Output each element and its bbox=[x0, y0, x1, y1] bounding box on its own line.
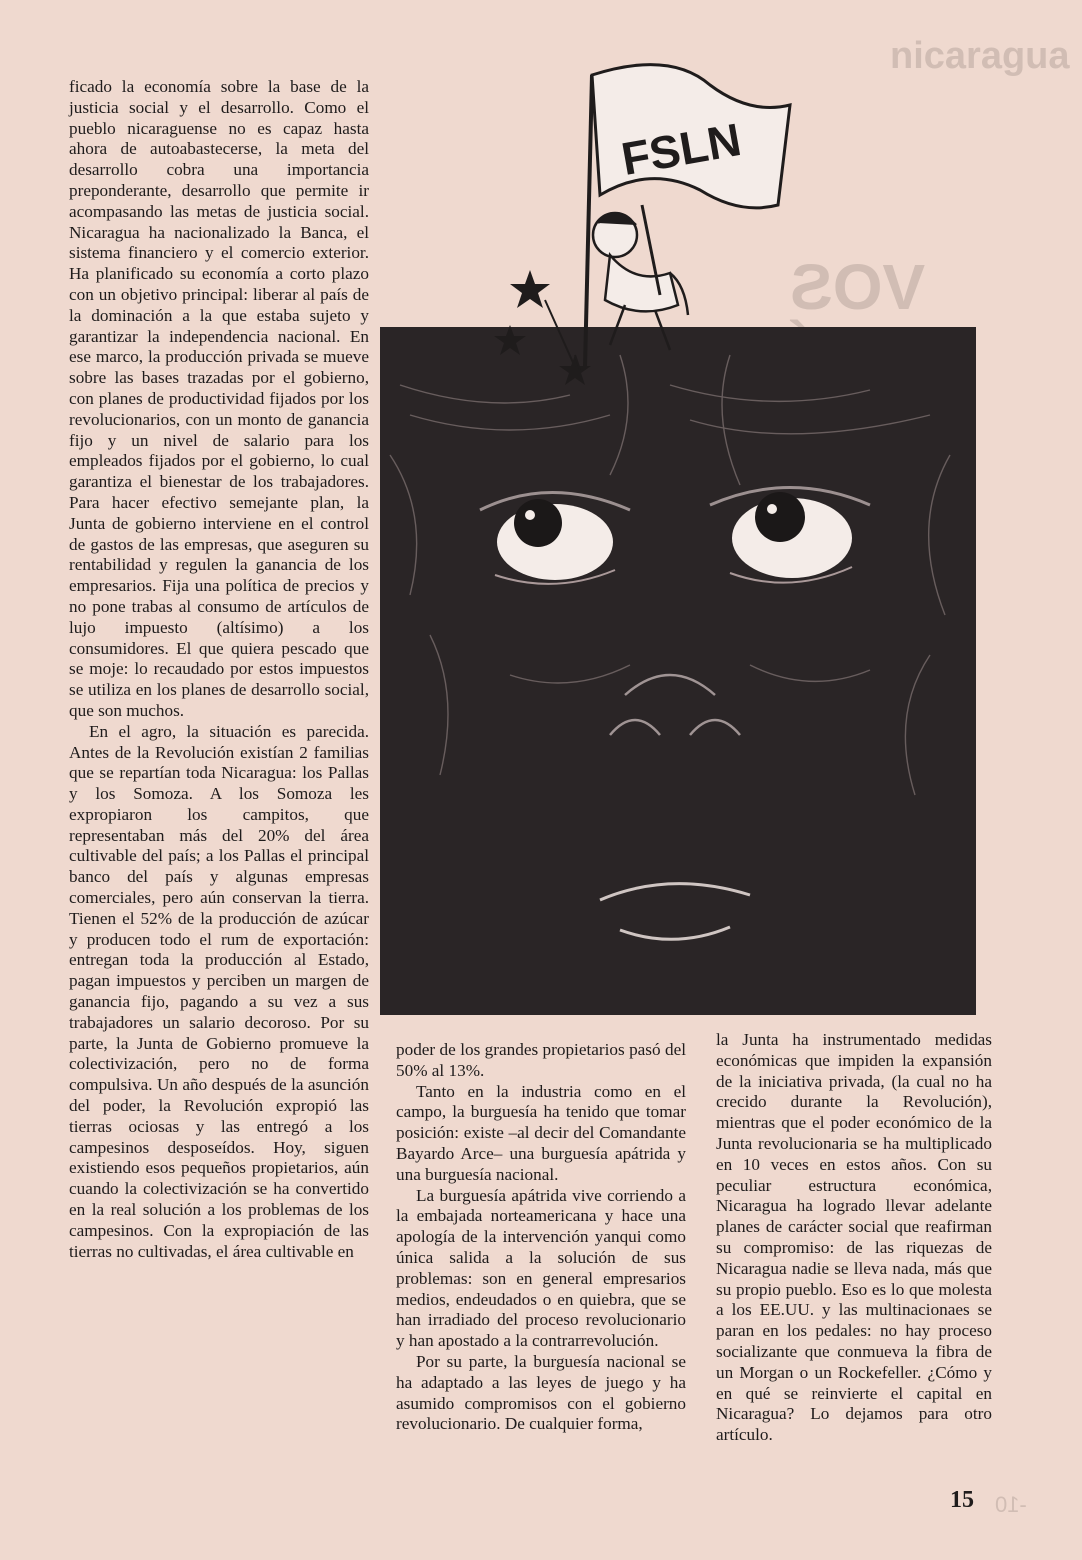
paragraph: ficado la economía sobre la base de la justicia social y el desarrollo. Como el pueblo nicaraguense no es capaz hasta ahora de autoabastecerse, la meta del desarrollo cobra una importancia preponderante, desarrollo que permite ir acompasando las metas de justicia social. Nicaragua ha nacionalizado la Banca, el sistema financiero y el comercio exterior. Ha planificado su economía a corto plazo con un objetivo principal: liberar al país de la dominación a la que estaba sujeto y garantizar la independencia nacional. En ese marco, la producción privada se mueve sobre las bases trazadas por el gobierno, con planes de productividad fijados por los revolucionarios, con un monto de ganancia fijo y un nivel de salario para los empleados fijados por el gobierno, lo cual garantiza el bienestar de los trabajadores. Para hacer efectivo semejante plan, la Junta de gobierno interviene en el control de gastos de las empresas, que aseguren su rentabilidad y regulen la ganancia de los empresarios. Fija una política de precios y no pone trabas al consumo de artículos de lujo impuesto (altísimo) a los consumidores. El que quiera pescado que se moje: lo recaudado por estos impuestos se utiliza en los planes de desarrollo social, que son muchos. bbox=[69, 77, 369, 720]
bleed-through-slogan-vos: VOS bbox=[790, 251, 926, 323]
bleed-through-margin-number: -10 bbox=[995, 1492, 1027, 1517]
column-1 bbox=[69, 77, 369, 1262]
illustration bbox=[370, 55, 990, 1020]
paragraph: la Junta ha instrumentado medidas económicas que impiden la expansión de la iniciativa privada, (la cual no ha crecido durante la Revolución), mientras que el poder económico de la Junta revolucionaria se ha multiplicado en 10 veces en estos años. Con su peculiar estructura económica, Nicaragua ha logrado llevar adelante planes de carácter social que reafirman su compromiso: de las riquezas de Nicaragua nadie se lleva nada, más que su propio pueblo. Eso es lo que molesta a los EE.UU. y las multinacionaes se paran en los pedales: no hay proceso socializante que conmueva la fibra de un Morgan o un Rockefeller. ¿Cómo y en qué se reinvierte el capital en Nicaragua? Lo dejamos para otro artículo. bbox=[716, 1030, 992, 1445]
column-2 bbox=[396, 1040, 686, 1435]
paragraph: La burguesía apátrida vive corriendo a la embajada norteamericana y hace una apología de la intervención yanqui como única salida a la solución de sus problemas: son en general empresarios medios, endeudados o en quiebra, que se han irradiado del proceso revolucionario y han apostado a la contrarrevolución. bbox=[396, 1185, 686, 1351]
paragraph: poder de los grandes propietarios pasó del 50% al 13%. bbox=[396, 1040, 686, 1080]
flag-pole bbox=[585, 75, 592, 367]
paragraph: En el agro, la situación es parecida. Antes de la Revolución existían 2 familias que se repartían toda Nicaragua: los Pallas y los Somoza. A los Somoza les expropiaron los campitos, que representaban más del 20% del área cultivable del país; a los Pallas el principal banco del país y algunas empresas comerciales, pero aún conservan la tierra. Tienen el 52% de la producción de azúcar y producen todo el rum de exportación: entregan toda la producción al Estado, pagan impuestos y perciben un margen de ganancia fijo, pagando a su vez a sus trabajadores un salario decoroso. Por su parte, la Junta de Gobierno promueve la colectivización, pero no de forma compulsiva. Un año después de la asunción del poder, la Revolución expropió las tierras ociosas y las entregó a los campesinos desposeídos. Hoy, siguen existiendo esos pequeños propietarios, aún cuando la colectivización se ha convertido en la real solución a los problemas de los campesinos. Con la expropiación de las tierras no cultivadas, el área cultivable en bbox=[69, 721, 369, 1261]
bleed-through-masthead: nicaragua bbox=[890, 35, 1070, 77]
column-3 bbox=[716, 1030, 992, 1446]
flag-text: FSLN bbox=[617, 112, 745, 186]
paragraph: Tanto en la industria como en el campo, la burguesía ha tenido que tomar posición: existe –al decir del Comandante Bayardo Arce– una burguesía apátrida y una burguesía nacional. bbox=[396, 1081, 686, 1184]
paragraph: Por su parte, la burguesía nacional se ha adaptado a las leyes de juego y ha asumido compromisos con el gobierno revolucionario. De cualquier forma, bbox=[396, 1351, 686, 1434]
portrait-panel bbox=[380, 327, 976, 1015]
page-number: 15 bbox=[950, 1487, 974, 1513]
